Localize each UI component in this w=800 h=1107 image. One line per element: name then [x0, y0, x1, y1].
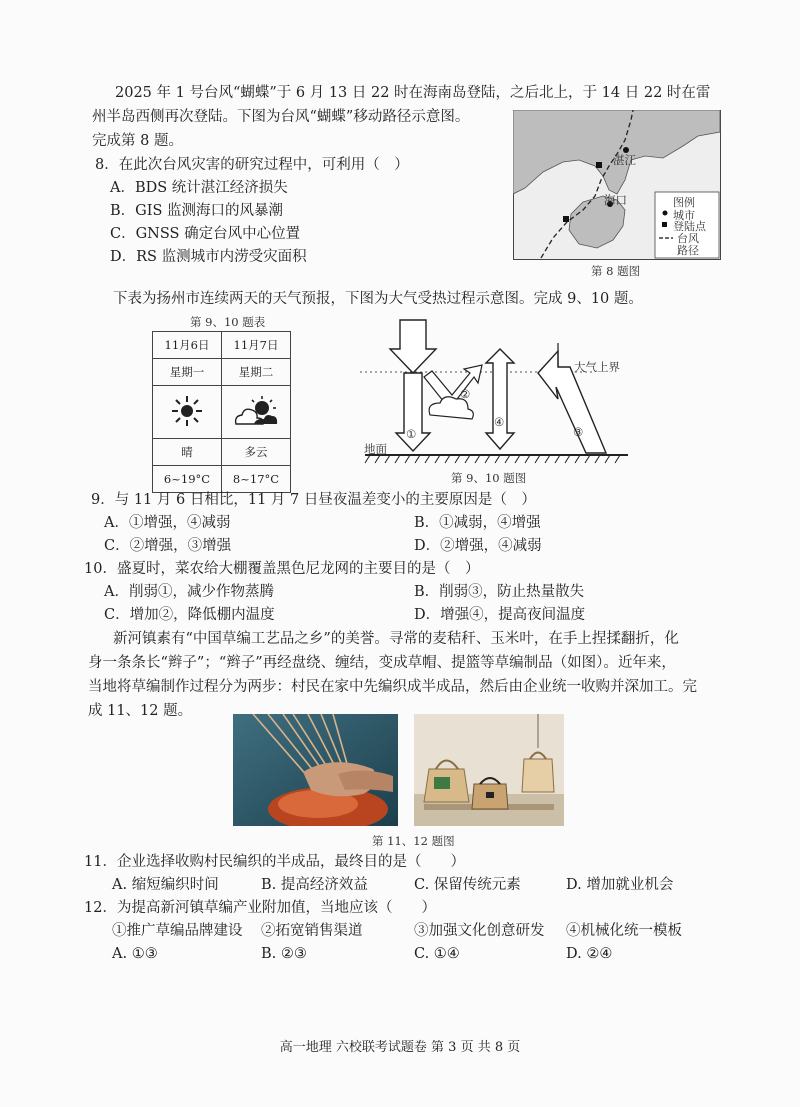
atmosphere-heating-diagram [360, 315, 630, 465]
q10-option-c: C．增加②，降低棚内温度 [104, 607, 275, 623]
marker-1: ① [406, 427, 417, 441]
map-caption: 第 8 题图 [591, 264, 641, 278]
legend-path-2: 路径 [677, 244, 699, 257]
q10-stem: 10．盛夏时，菜农给大棚覆盖黑色尼龙网的主要目的是（ ） [84, 561, 480, 577]
weather-table [152, 331, 291, 493]
legend-landing: 登陆点 [673, 220, 706, 233]
page-footer: 高一地理 六校联考试题卷 第 3 页 共 8 页 [279, 1040, 521, 1055]
q12-stem: 12．为提高新河镇草编产业附加值，当地应该（ ） [84, 900, 436, 916]
partly-cloudy-icon [230, 394, 282, 428]
q9-option-a: A．①增强，④减弱 [104, 515, 231, 531]
label-ground: 地面 [364, 442, 387, 456]
q12-option-d: D. ②④ [566, 946, 613, 962]
intro-line-1: 2025 年 1 号台风“蝴蝶”于 6 月 13 日 22 时在海南岛登陆，之后北上，于 14 日 22 时在雷 [115, 85, 711, 101]
q9-option-b: B．①减弱，④增强 [414, 515, 541, 531]
q12-option-c: C. ①④ [414, 946, 460, 962]
landing-point-hainan [563, 216, 569, 222]
photos-caption: 第 11、12 题图 [372, 834, 455, 848]
legend-city: 城市 [673, 209, 695, 222]
table-condition-2: 多云 [222, 439, 291, 466]
legend-path-1: 台风 [677, 232, 699, 245]
legend-title: 图例 [673, 196, 695, 209]
q8-option-c: C．GNSS 确定台风中心位置 [110, 226, 301, 242]
q11-option-d: D. 增加就业机会 [566, 877, 674, 893]
straw-products-photo [414, 714, 564, 826]
sun-icon [170, 394, 204, 428]
intro-line-2: 州半岛西侧再次登陆。下图为台风“蝴蝶”移动路径示意图。 [92, 109, 470, 125]
q11-stem: 11．企业选择收购村民编织的半成品，最终目的是（ ） [84, 854, 465, 870]
typhoon-path-map [513, 110, 721, 260]
marker-3: ③ [573, 425, 584, 439]
q8-stem: 8．在此次台风灾害的研究过程中，可利用（ ） [95, 157, 409, 173]
map-city-haikou: 海口 [604, 193, 627, 207]
intro-9-10: 下表为扬州市连续两天的天气预报，下图为大气受热过程示意图。完成 9、10 题。 [113, 291, 643, 307]
q11-option-b: B. 提高经济效益 [261, 877, 368, 893]
q9-option-c: C．②增强，③增强 [104, 538, 232, 554]
marker-4: ④ [494, 415, 505, 429]
q9-option-d: D．②增强，④减弱 [414, 538, 542, 554]
q12-item-2: ②拓宽销售渠道 [261, 923, 363, 939]
table-temp-1: 6~19°C [153, 466, 222, 493]
landing-point-leizhou [596, 162, 602, 168]
table-caption: 第 9、10 题表 [190, 315, 266, 329]
label-top-of-atmosphere: 大气上界 [574, 360, 620, 374]
q12-option-a: A. ①③ [112, 946, 158, 962]
table-date-2: 11月7日 [222, 332, 291, 359]
q10-option-b: B．削弱③，防止热量散失 [414, 584, 585, 600]
q8-option-a: A．BDS 统计湛江经济损失 [110, 180, 288, 196]
q9-stem: 9．与 11 月 6 日相比，11 月 7 日昼夜温差变小的主要原因是（ ） [91, 492, 536, 508]
q10-option-d: D．增强④，提高夜间温度 [414, 607, 586, 623]
q12-item-4: ④机械化统一模板 [566, 923, 682, 939]
table-weekday-2: 星期二 [222, 359, 291, 386]
table-weekday-1: 星期一 [153, 359, 222, 386]
diagram-caption: 第 9、10 题图 [451, 471, 527, 485]
table-date-1: 11月6日 [153, 332, 222, 359]
intro-11-12-line-4: 成 11、12 题。 [88, 703, 193, 719]
intro-11-12-line-3: 当地将草编制作过程分为两步：村民在家中先编织成半成品，然后由企业统一收购并深加工。完 [88, 679, 697, 695]
intro-line-3: 完成第 8 题。 [92, 133, 183, 149]
marker-2: ② [460, 387, 471, 401]
q12-option-b: B. ②③ [261, 946, 307, 962]
q11-option-c: C. 保留传统元素 [414, 877, 521, 893]
q10-option-a: A．削弱①，减少作物蒸腾 [104, 584, 274, 600]
table-condition-1: 晴 [153, 439, 222, 466]
q8-option-b: B．GIS 监测海口的风暴潮 [110, 203, 284, 219]
table-temp-2: 8~17°C [222, 466, 291, 493]
intro-11-12-line-1: 新河镇素有“中国草编工艺品之乡”的美誉。寻常的麦秸秆、玉米叶，在手上捏揉翻折，化 [113, 631, 679, 647]
map-city-zhanjiang: 湛江 [613, 153, 636, 167]
q12-item-1: ①推广草编品牌建设 [112, 923, 243, 939]
intro-11-12-line-2: 身一条条长“辫子”；“辫子”再经盘绕、缠结，变成草帽、提篮等草编制品（如图）。近年来， [88, 655, 676, 671]
q8-option-d: D．RS 监测城市内涝受灾面积 [110, 249, 307, 265]
q12-item-3: ③加强文化创意研发 [414, 923, 545, 939]
q11-option-a: A. 缩短编织时间 [112, 877, 219, 893]
straw-weaving-hands-photo [233, 714, 398, 826]
